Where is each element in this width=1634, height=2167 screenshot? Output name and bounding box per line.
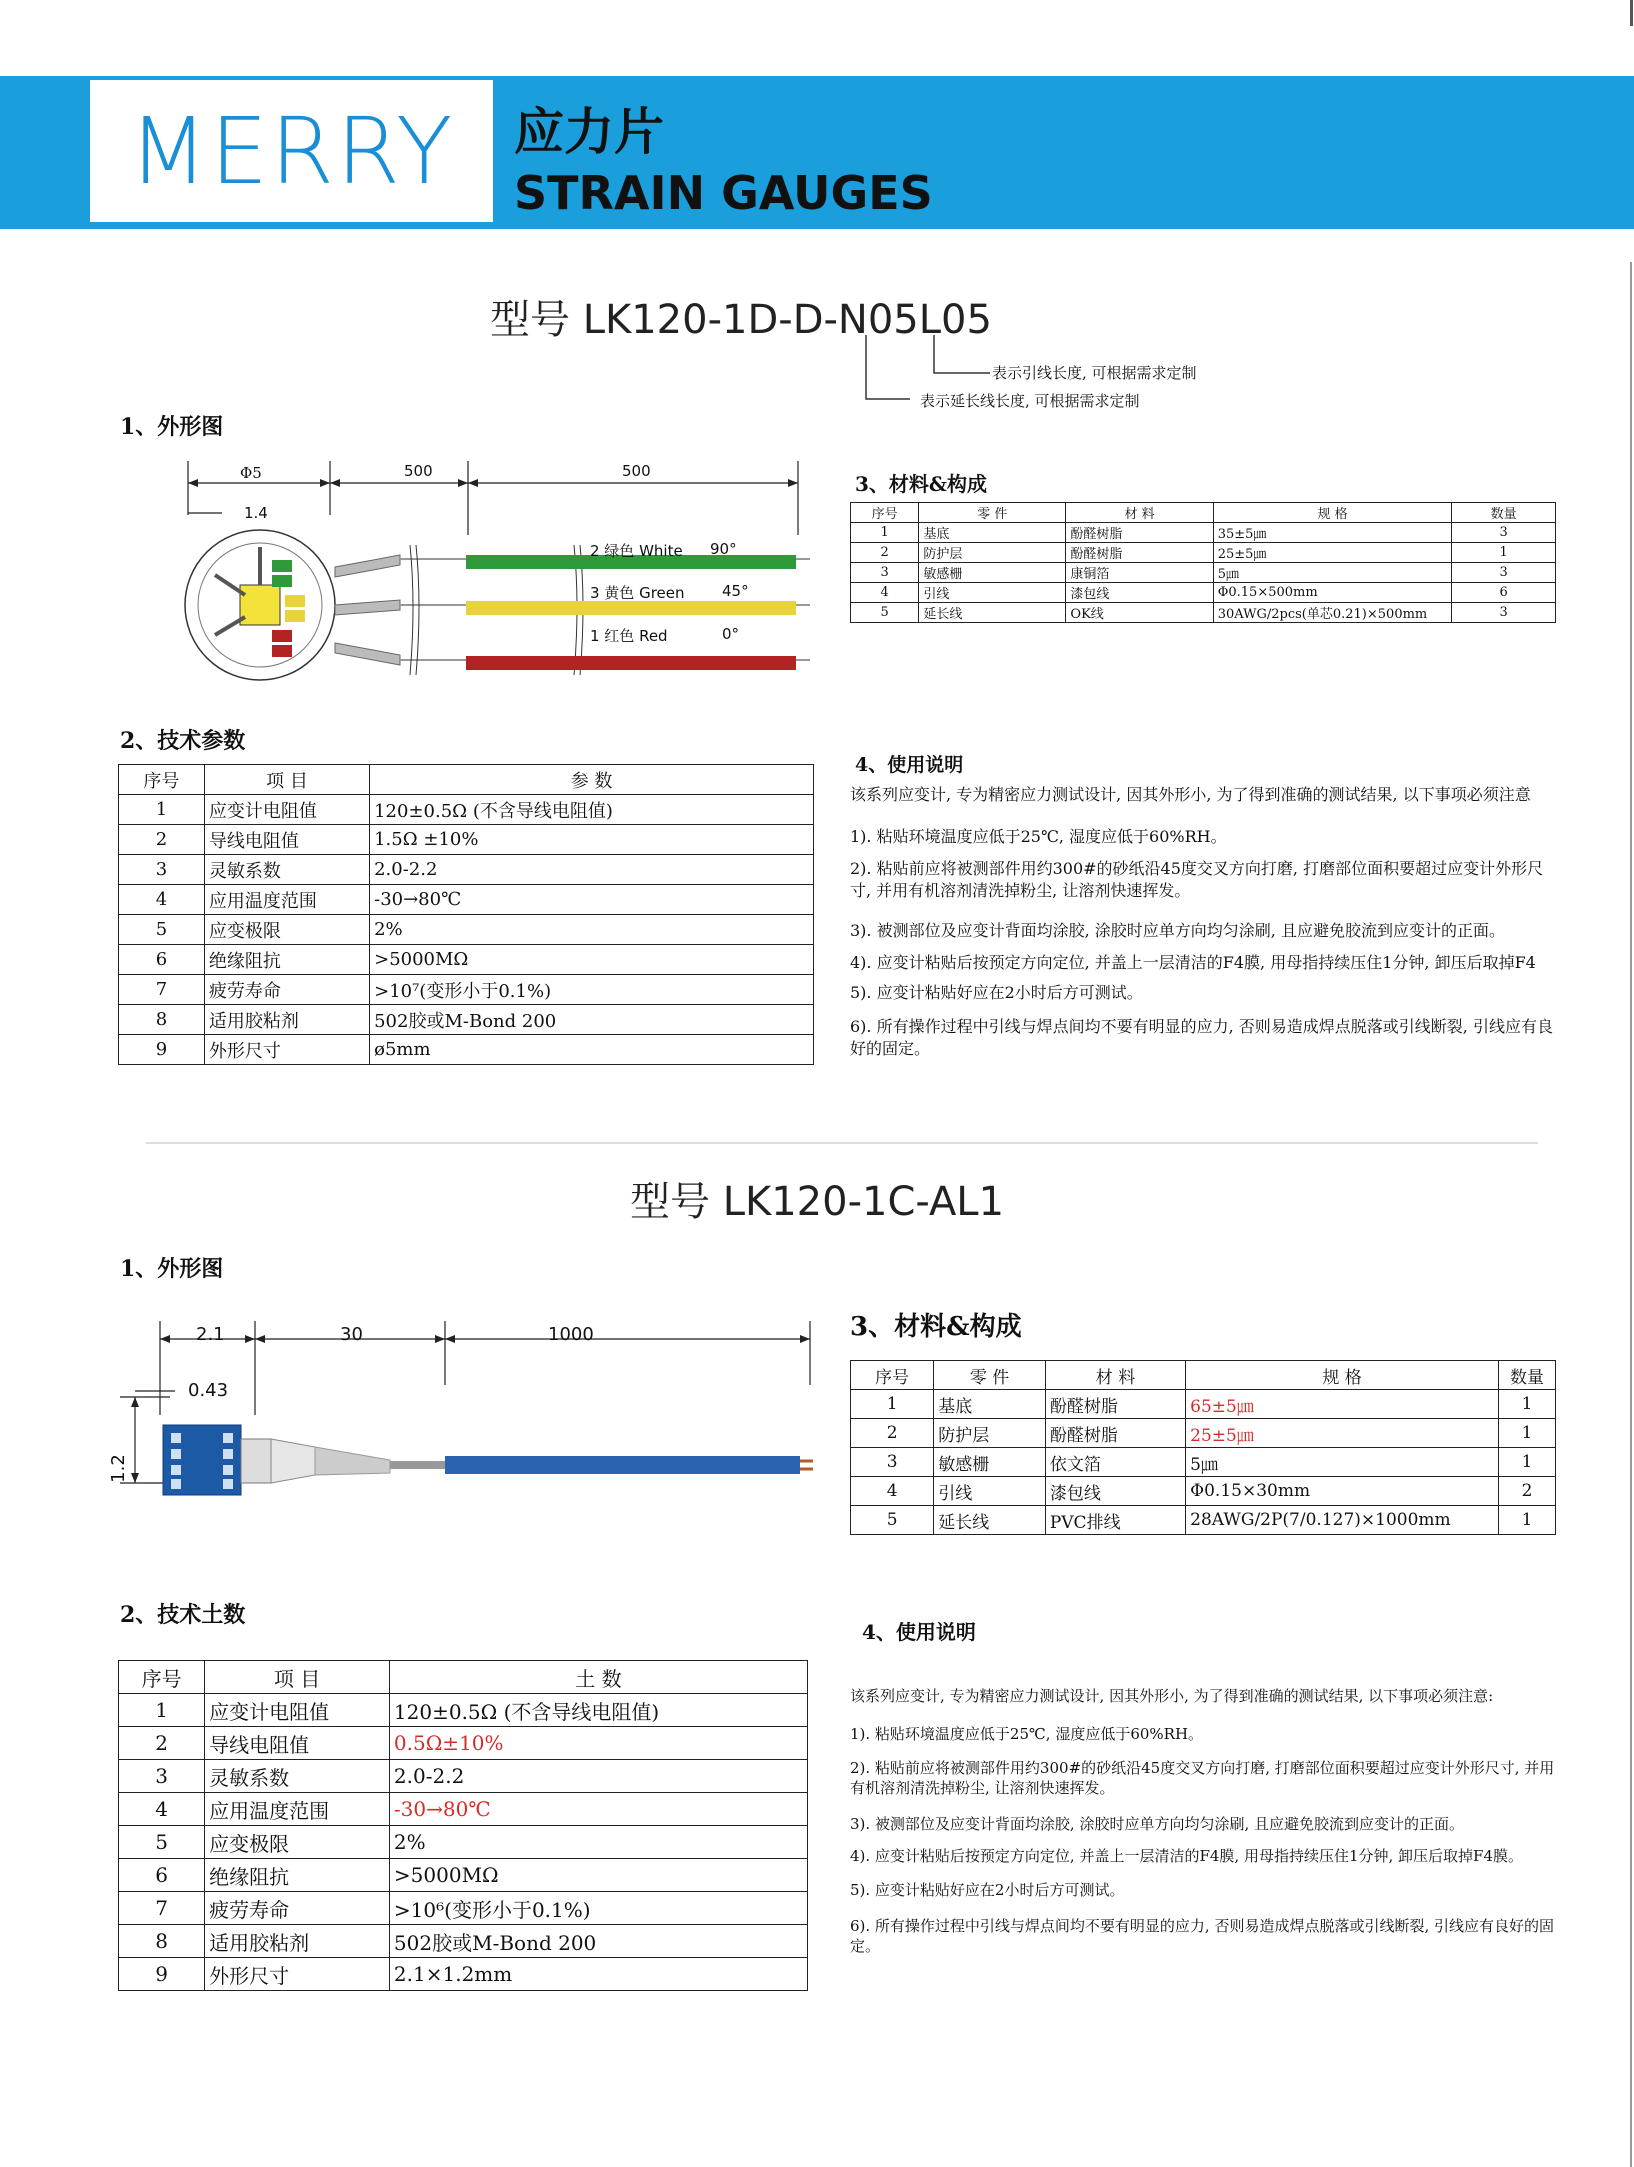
table-row [119, 945, 814, 975]
dim-phi5: Φ5 [240, 464, 262, 482]
usage-item: 5). 应变计粘贴好应在2小时后方可测试。 [850, 1881, 1125, 1899]
table-cell: 外形尺寸 [205, 1958, 390, 1991]
table-row [119, 855, 814, 885]
table-cell: 8 [119, 1005, 205, 1035]
table-cell: 1 [119, 1694, 205, 1727]
table-cell: 2 [119, 1727, 205, 1760]
table-cell: 8 [119, 1925, 205, 1958]
table-cell: 应用温度范围 [204, 885, 369, 915]
section-outline-1: 1、外形图 [120, 414, 224, 440]
table-cell: 5 [851, 603, 919, 623]
header-cell: 项 目 [205, 1661, 390, 1694]
header-cell: 零 件 [919, 503, 1066, 523]
usage-item: 该系列应变计, 专为精密应力测试设计, 因其外形小, 为了得到准确的测试结果, 以下事项必须注意 [850, 785, 1531, 804]
table-cell: 6 [1452, 583, 1556, 603]
table-cell: 0.5Ω±10% [389, 1727, 807, 1760]
table-cell: 120±0.5Ω (不含导线电阻值) [370, 795, 814, 825]
table-cell: >10⁷(变形小于0.1%) [370, 975, 814, 1005]
table-row [119, 795, 814, 825]
table-cell: 5㎛ [1186, 1448, 1499, 1477]
header-cell: 序号 [119, 765, 205, 795]
header-cell: 数量 [1498, 1361, 1555, 1390]
table-cell: 外形尺寸 [204, 1035, 369, 1065]
table-cell: 酚醛树脂 [1066, 523, 1213, 543]
header-cell: 序号 [851, 503, 919, 523]
header-cn-title: 应力片 [514, 103, 664, 161]
table-cell: 1 [1498, 1448, 1555, 1477]
usage-item: 该系列应变计, 专为精密应力测试设计, 因其外形小, 为了得到准确的测试结果, 以下事项必须注意: [850, 1687, 1494, 1705]
table-cell: 3 [119, 1760, 205, 1793]
table-cell: 延长线 [934, 1506, 1046, 1535]
table-cell: 适用胶粘剂 [204, 1005, 369, 1035]
table-cell: 1 [851, 1390, 934, 1419]
table-cell: 9 [119, 1958, 205, 1991]
table-cell: 4 [851, 1477, 934, 1506]
tech-table-2 [118, 1660, 808, 1991]
usage-item: 4). 应变计粘贴后按预定方向定位, 并盖上一层清洁的F4膜, 用母指持续压住1分钟, 卸压后取掉F4 [850, 953, 1536, 972]
table-cell: 6 [119, 1859, 205, 1892]
table-cell: 2.0-2.2 [370, 855, 814, 885]
dim-1-4: 1.4 [244, 504, 268, 522]
table-cell: 65±5㎛ [1186, 1390, 1499, 1419]
table-row [851, 543, 1556, 563]
section-divider [146, 1142, 1538, 1144]
usage-item: 4). 应变计粘贴后按预定方向定位, 并盖上一层清洁的F4膜, 用母指持续压住1分钟, 卸压后取掉F4膜。 [850, 1847, 1523, 1865]
table-header-row [119, 1661, 808, 1694]
table-row [119, 1859, 808, 1892]
table-cell: 2% [389, 1826, 807, 1859]
page-edge-top [1630, 0, 1633, 26]
table-row [119, 975, 814, 1005]
table-row [851, 563, 1556, 583]
usage-item: 3). 被测部位及应变计背面均涂胶, 涂胶时应单方向均匀涂刷, 且应避免胶流到应变计的正面。 [850, 921, 1505, 940]
header-cell: 材 料 [1066, 503, 1213, 523]
table-row [119, 1727, 808, 1760]
table-cell: 2.0-2.2 [389, 1760, 807, 1793]
usage-item: 6). 所有操作过程中引线与焊点间均不要有明显的应力, 否则易造成焊点脱落或引线断裂, 引线应有良好的固定。 [850, 1917, 1555, 1955]
table-row [119, 1958, 808, 1991]
table-cell: 疲劳寿命 [204, 975, 369, 1005]
model-title-1: 型号 LK120-1D-D-N05L05 [490, 297, 992, 343]
dim-500-a: 500 [404, 462, 433, 480]
table-cell: 2 [119, 825, 205, 855]
table-cell: 1 [1498, 1419, 1555, 1448]
table-cell: 导线电阻值 [205, 1727, 390, 1760]
table-row [851, 523, 1556, 543]
table-cell: 5㎛ [1213, 563, 1452, 583]
table-cell: 3 [1452, 603, 1556, 623]
logo-box [90, 80, 493, 222]
table-cell: 防护层 [919, 543, 1066, 563]
table-cell: 引线 [934, 1477, 1046, 1506]
dim-0-43: 0.43 [188, 1380, 229, 1401]
usage-item: 1). 粘贴环境温度应低于25℃, 湿度应低于60%RH。 [850, 827, 1227, 846]
header-cell: 数量 [1452, 503, 1556, 523]
table-cell: -30→80℃ [370, 885, 814, 915]
table-cell: 3 [1452, 563, 1556, 583]
table-row [119, 825, 814, 855]
table-cell: 35±5㎛ [1213, 523, 1452, 543]
table-row [851, 1419, 1556, 1448]
table-cell: 敏感栅 [919, 563, 1066, 583]
table-cell: 2 [851, 543, 919, 563]
wire-angle-green: 90° [710, 540, 737, 558]
table-cell: ø5mm [370, 1035, 814, 1065]
table-cell: -30→80℃ [389, 1793, 807, 1826]
table-row [851, 1448, 1556, 1477]
table-cell: 敏感栅 [934, 1448, 1046, 1477]
table-cell: 康铜箔 [1066, 563, 1213, 583]
table-row [851, 1506, 1556, 1535]
wire-label-yellow: 3 黄色 Green [590, 584, 685, 602]
header-cell: 零 件 [934, 1361, 1046, 1390]
table-row [851, 583, 1556, 603]
table-cell: 25±5㎛ [1186, 1419, 1499, 1448]
table-cell: 1 [119, 795, 205, 825]
table-cell: >5000MΩ [370, 945, 814, 975]
table-row [851, 1477, 1556, 1506]
page-edge-right [1630, 262, 1632, 2167]
table-row [119, 1793, 808, 1826]
table-cell: 28AWG/2P(7/0.127)×1000mm [1186, 1506, 1499, 1535]
table-cell: 120±0.5Ω (不含导线电阻值) [389, 1694, 807, 1727]
section-tech-2: 2、技术土数 [120, 1602, 246, 1628]
wire-angle-red: 0° [722, 625, 740, 643]
table-cell: 2.1×1.2mm [389, 1958, 807, 1991]
table-cell: >10⁶(变形小于0.1%) [389, 1892, 807, 1925]
wire-red [466, 656, 796, 670]
usage-item: 2). 粘贴前应将被测部件用约300#的砂纸沿45度交叉方向打磨, 打磨部位面积要超过应变计外形尺寸, 并用有机溶剂清洗掉粉尘, 让溶剂快速挥发。 [850, 1759, 1555, 1797]
table-cell: 导线电阻值 [204, 825, 369, 855]
tech-table-1 [118, 764, 814, 1065]
table-cell: 依文箔 [1045, 1448, 1185, 1477]
header-cell: 序号 [851, 1361, 934, 1390]
table-cell: 502胶或M-Bond 200 [389, 1925, 807, 1958]
table-cell: 7 [119, 1892, 205, 1925]
materials-table-1 [850, 502, 1556, 623]
table-cell: 灵敏系数 [204, 855, 369, 885]
table-cell: 防护层 [934, 1419, 1046, 1448]
table-cell: 1 [1498, 1506, 1555, 1535]
gauge-drawing-2 [115, 1315, 815, 1525]
table-cell: 应变计电阻值 [205, 1694, 390, 1727]
dim-500-b: 500 [622, 462, 651, 480]
table-cell: 5 [119, 915, 205, 945]
table-cell: 基底 [919, 523, 1066, 543]
table-cell: 绝缘阻抗 [205, 1859, 390, 1892]
header-cell: 规 格 [1213, 503, 1452, 523]
table-header-row [119, 765, 814, 795]
table-cell: 绝缘阻抗 [204, 945, 369, 975]
table-row [119, 885, 814, 915]
table-cell: 3 [119, 855, 205, 885]
section-materials-2: 3、材料&构成 [850, 1312, 1022, 1342]
table-cell: 酚醛树脂 [1045, 1390, 1185, 1419]
table-cell: Φ0.15×30mm [1186, 1477, 1499, 1506]
table-cell: 3 [851, 563, 919, 583]
table-cell: 5 [119, 1826, 205, 1859]
table-cell: Φ0.15×500mm [1213, 583, 1452, 603]
table-row [851, 1390, 1556, 1419]
model-title-2: 型号 LK120-1C-AL1 [630, 1179, 1005, 1225]
merry-logo: MERRY [128, 97, 455, 205]
materials-table-2 [850, 1360, 1556, 1535]
usage-item: 5). 应变计粘贴好应在2小时后方可测试。 [850, 983, 1143, 1002]
table-row [119, 1925, 808, 1958]
table-cell: 应变极限 [204, 915, 369, 945]
table-cell: 酚醛树脂 [1066, 543, 1213, 563]
table-cell: 1.5Ω ±10% [370, 825, 814, 855]
header-cell: 土 数 [389, 1661, 807, 1694]
table-row [119, 915, 814, 945]
table-cell: 1 [851, 523, 919, 543]
header-cell: 项 目 [204, 765, 369, 795]
table-cell: 30AWG/2pcs(单芯0.21)×500mm [1213, 603, 1452, 623]
table-cell: 2 [851, 1419, 934, 1448]
table-cell: 延长线 [919, 603, 1066, 623]
section-usage-1: 4、使用说明 [855, 754, 964, 776]
wire-angle-yellow: 45° [722, 582, 749, 600]
table-cell: 4 [119, 1793, 205, 1826]
table-cell: 7 [119, 975, 205, 1005]
header-cell: 序号 [119, 1661, 205, 1694]
section-usage-2: 4、使用说明 [862, 1620, 976, 1644]
usage-item: 6). 所有操作过程中引线与焊点间均不要有明显的应力, 否则易造成焊点脱落或引线断裂, 引线应有良好的固定。 [850, 1017, 1553, 1058]
dim-1-2: 1.2 [107, 1454, 129, 1483]
section-outline-2: 1、外形图 [120, 1256, 224, 1282]
table-cell: 引线 [919, 583, 1066, 603]
table-cell: 灵敏系数 [205, 1760, 390, 1793]
table-cell: 2% [370, 915, 814, 945]
usage-item: 2). 粘贴前应将被测部件用约300#的砂纸沿45度交叉方向打磨, 打磨部位面积要超过应变计外形尺寸, 并用有机溶剂清洗掉粉尘, 让溶剂快速挥发。 [850, 859, 1544, 900]
usage-item: 1). 粘贴环境温度应低于25℃, 湿度应低于60%RH。 [850, 1725, 1204, 1743]
table-cell: 4 [119, 885, 205, 915]
usage-item: 3). 被测部位及应变计背面均涂胶, 涂胶时应单方向均匀涂刷, 且应避免胶流到应变计的正面。 [850, 1815, 1465, 1833]
table-cell: 漆包线 [1066, 583, 1213, 603]
section-materials-1: 3、材料&构成 [855, 472, 987, 496]
table-cell: 3 [1452, 523, 1556, 543]
table-row [119, 1760, 808, 1793]
table-cell: 6 [119, 945, 205, 975]
table-row [119, 1694, 808, 1727]
table-cell: 1 [1498, 1390, 1555, 1419]
table-header-row [851, 503, 1556, 523]
table-row [119, 1826, 808, 1859]
table-row [851, 603, 1556, 623]
legend-lead-length: 表示引线长度, 可根据需求定制 [992, 364, 1197, 382]
table-row [119, 1035, 814, 1065]
table-row [119, 1005, 814, 1035]
table-cell: 适用胶粘剂 [205, 1925, 390, 1958]
header-cell: 参 数 [370, 765, 814, 795]
section-tech-1: 2、技术参数 [120, 728, 246, 754]
table-header-row [851, 1361, 1556, 1390]
dim-30: 30 [340, 1324, 363, 1345]
table-cell: 4 [851, 583, 919, 603]
header-cell: 材 料 [1045, 1361, 1185, 1390]
header-en-title: STRAIN GAUGES [514, 166, 933, 220]
table-cell: 酚醛树脂 [1045, 1419, 1185, 1448]
table-cell: 基底 [934, 1390, 1046, 1419]
table-cell: 1 [1452, 543, 1556, 563]
table-cell: 应变计电阻值 [204, 795, 369, 825]
table-row [119, 1892, 808, 1925]
table-cell: 漆包线 [1045, 1477, 1185, 1506]
table-cell: 3 [851, 1448, 934, 1477]
table-cell: 应变极限 [205, 1826, 390, 1859]
table-cell: PVC排线 [1045, 1506, 1185, 1535]
table-cell: 应用温度范围 [205, 1793, 390, 1826]
legend-ext-length: 表示延长线长度, 可根据需求定制 [920, 392, 1140, 410]
table-cell: OK线 [1066, 603, 1213, 623]
table-cell: 2 [1498, 1477, 1555, 1506]
dim-2-1: 2.1 [196, 1324, 225, 1345]
table-cell: 5 [851, 1506, 934, 1535]
table-cell: 25±5㎛ [1213, 543, 1452, 563]
table-cell: 9 [119, 1035, 205, 1065]
table-cell: >5000MΩ [389, 1859, 807, 1892]
table-cell: 502胶或M-Bond 200 [370, 1005, 814, 1035]
wire-yellow [466, 601, 796, 615]
table-cell: 疲劳寿命 [205, 1892, 390, 1925]
wire-label-red: 1 红色 Red [590, 627, 668, 645]
wire-label-green: 2 绿色 White [590, 542, 683, 560]
header-cell: 规 格 [1186, 1361, 1499, 1390]
dim-1000: 1000 [548, 1324, 594, 1345]
